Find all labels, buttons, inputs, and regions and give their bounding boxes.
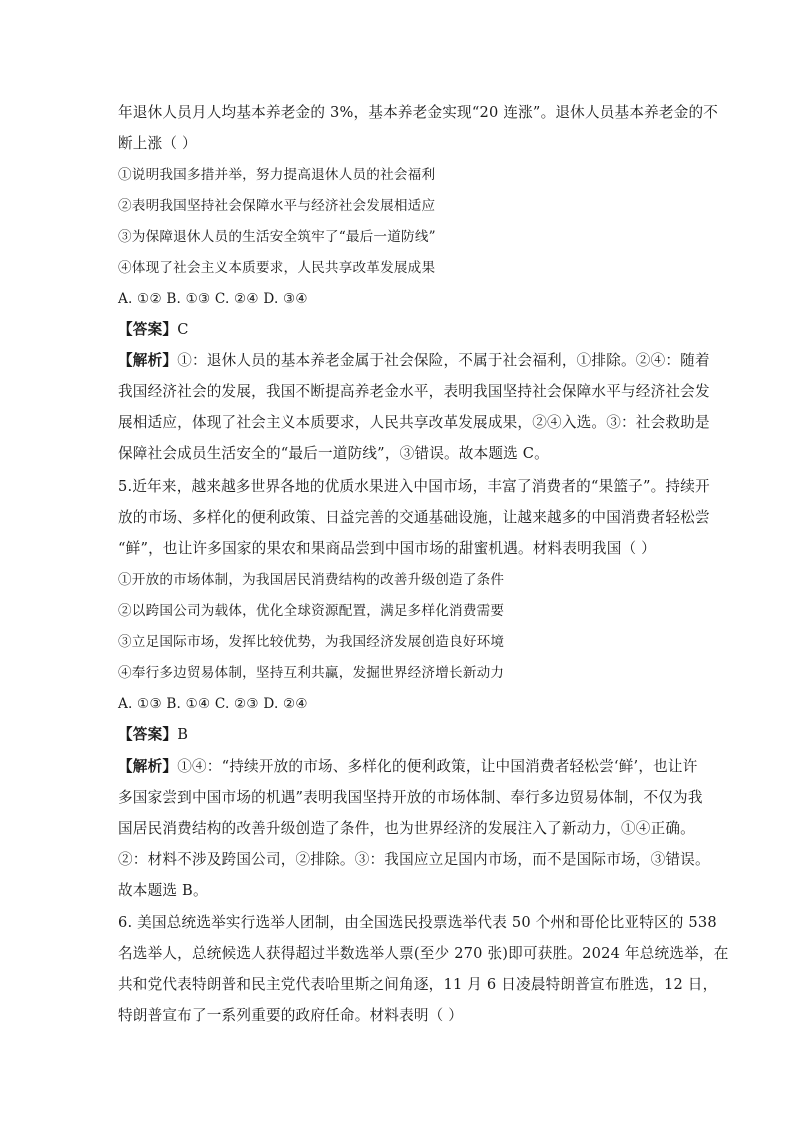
q4-analysis-line-2: 我国经济社会的发展，我国不断提高养老金水平，表明我国坚持社会保障水平与经济社会发	[118, 383, 710, 400]
q4-item-1: ①说明我国多措并举，努力提高退休人员的社会福利	[118, 167, 436, 183]
q5-analysis-text-1: ①④：“持续开放的市场、多样化的便利政策，让中国消费者轻松尝‘鲜’，也让许	[177, 758, 698, 775]
q5-answer-value: B	[177, 726, 189, 743]
q4-choices: A. ①② B. ①③ C. ②④ D. ③④	[118, 291, 308, 307]
q4-stem-line-1: 年退休人员月人均基本养老金的 3%，基本养老金实现“20 连涨”。退休人员基本养老金的不	[118, 104, 719, 121]
q5-analysis-label: 【解析】	[118, 758, 178, 775]
q5-stem-line-2: 放的市场、多样化的便利政策、日益完善的交通基础设施，让越来越多的中国消费者轻松尝	[118, 509, 710, 526]
q4-analysis-line-1	[118, 352, 710, 370]
q5-analysis-line-4: ②：材料不涉及跨国公司，②排除。③：我国应立足国内市场，而不是国际市场，③错误。	[118, 851, 710, 868]
q6-stem-line-1: 6. 美国总统选举实行选举人团制，由全国选民投票选举代表 50 个州和哥伦比亚特区的 538	[118, 914, 717, 931]
q5-analysis-line-3: 国居民消费结构的改善升级创造了条件，也为世界经济的发展注入了新动力，①④正确。	[118, 820, 695, 837]
q6-stem-line-3: 共和党代表特朗普和民主党代表哈里斯之间角逐，11 月 6 日凌晨特朗普宣布胜选，12 日，	[118, 976, 718, 993]
q4-item-4: ④体现了社会主义本质要求，人民共享改革发展成果	[118, 260, 436, 276]
q6-stem-line-2: 名选举人，总统候选人获得超过半数选举人票(至少 270 张)即可获胜。2024 年总统选举，在	[118, 945, 729, 962]
q5-item-2: ②以跨国公司为载体，优化全球资源配置，满足多样化消费需要	[118, 603, 505, 619]
q5-answer-label: 【答案】	[118, 726, 178, 743]
q5-analysis-line-1	[118, 758, 698, 776]
q5-stem-line-3: “鲜”，也让许多国家的果农和果商品尝到中国市场的甜蜜机遇。材料表明我国（ ）	[118, 540, 656, 557]
q6-stem-line-4: 特朗普宣布了一系列重要的政府任命。材料表明（ ）	[118, 1007, 464, 1024]
q4-analysis-label: 【解析】	[118, 352, 178, 369]
q5-analysis-line-5: 故本题选 B。	[118, 882, 208, 899]
q5-choices: A. ①③ B. ①④ C. ②③ D. ②④	[118, 696, 308, 712]
q4-answer-value: C	[177, 321, 189, 338]
q5-item-3: ③立足国际市场，发挥比较优势，为我国经济发展创造良好环境	[118, 634, 505, 650]
q4-analysis-text-1: ①：退休人员的基本养老金属于社会保险，不属于社会福利，①排除。②④：随着	[177, 352, 710, 369]
q4-item-3: ③为保障退休人员的生活安全筑牢了“最后一道防线”	[118, 229, 436, 245]
q4-analysis-line-4: 保障社会成员生活安全的“最后一道防线”，③错误。故本题选 C。	[118, 445, 549, 462]
q5-analysis-line-2: 多国家尝到中国市场的机遇”表明我国坚持开放的市场体制、奉行多边贸易体制，不仅为我	[118, 789, 703, 806]
q5-item-4: ④奉行多边贸易体制，坚持互利共赢，发掘世界经济增长新动力	[118, 665, 505, 681]
q4-answer	[118, 321, 189, 339]
q5-stem-line-1: 5.近年来，越来越多世界各地的优质水果进入中国市场，丰富了消费者的“果篮子”。持续开	[118, 478, 710, 495]
q5-answer	[118, 726, 188, 744]
q4-stem-line-2: 断上涨（ ）	[118, 135, 197, 152]
q4-analysis-line-3: 展相适应，体现了社会主义本质要求，人民共享改革发展成果，②④入选。③：社会救助是	[118, 414, 710, 431]
q5-item-1: ①开放的市场体制，为我国居民消费结构的改善升级创造了条件	[118, 572, 505, 588]
q4-item-2: ②表明我国坚持社会保障水平与经济社会发展相适应	[118, 198, 436, 214]
q4-answer-label: 【答案】	[118, 321, 178, 338]
